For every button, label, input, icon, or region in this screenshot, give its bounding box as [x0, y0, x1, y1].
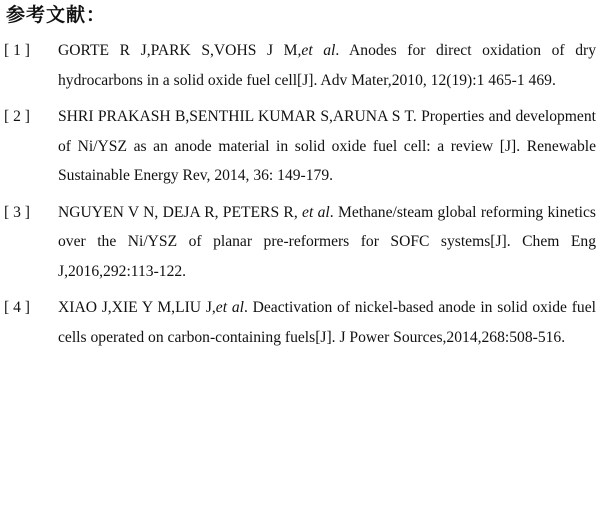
reference-authors: XIAO J,XIE Y M,LIU J,: [58, 299, 216, 316]
reference-number: [ 4 ]: [4, 299, 30, 316]
et-al: et al: [301, 42, 336, 59]
reference-item-1: [4, 36, 596, 95]
reference-text: [58, 102, 596, 191]
references-heading: 参考文献：: [6, 4, 107, 26]
reference-authors: SHRI PRAKASH B,SENTHIL KUMAR S,ARUNA S T. Properties and development of Ni/YSZ as an anode material in solid oxide fuel cell: a review [J]. Renewable Sustainable Energy Rev, 2014, 36: 149-179.: [58, 108, 596, 184]
reference-item-2: [4, 102, 596, 191]
reference-authors: NGUYEN V N, DEJA R, PETERS R,: [58, 203, 303, 221]
et-al: et al: [302, 203, 330, 221]
reference-item-4: [4, 293, 596, 352]
reference-authors: GORTE R J,PARK S,VOHS J M,: [58, 42, 302, 59]
reference-text: [58, 198, 596, 287]
reference-number: [ 3 ]: [4, 203, 30, 221]
reference-citation: . Deactivation of nickel-based anode in solid oxide fuel cells operated on carbon-containing fuels[J]. J Power Sources,2014,268:508-516.: [58, 299, 596, 346]
reference-number: [ 1 ]: [4, 42, 30, 59]
et-al: et al: [215, 299, 244, 316]
reference-text: [58, 36, 596, 95]
reference-text: [58, 293, 596, 352]
reference-citation: . Anodes for direct oxidation of dry hydrocarbons in a solid oxide fuel cell[J]. Adv Mater,2010, 12(19):1 465-1 469.: [58, 42, 596, 89]
reference-item-3: [4, 198, 596, 287]
reference-number: [ 2 ]: [4, 108, 30, 125]
reference-citation: . Methane/steam global reforming kinetics over the Ni/YSZ of planar pre-reformers for SOFC systems[J]. Chem Eng J,2016,292:113-122.: [58, 203, 596, 280]
